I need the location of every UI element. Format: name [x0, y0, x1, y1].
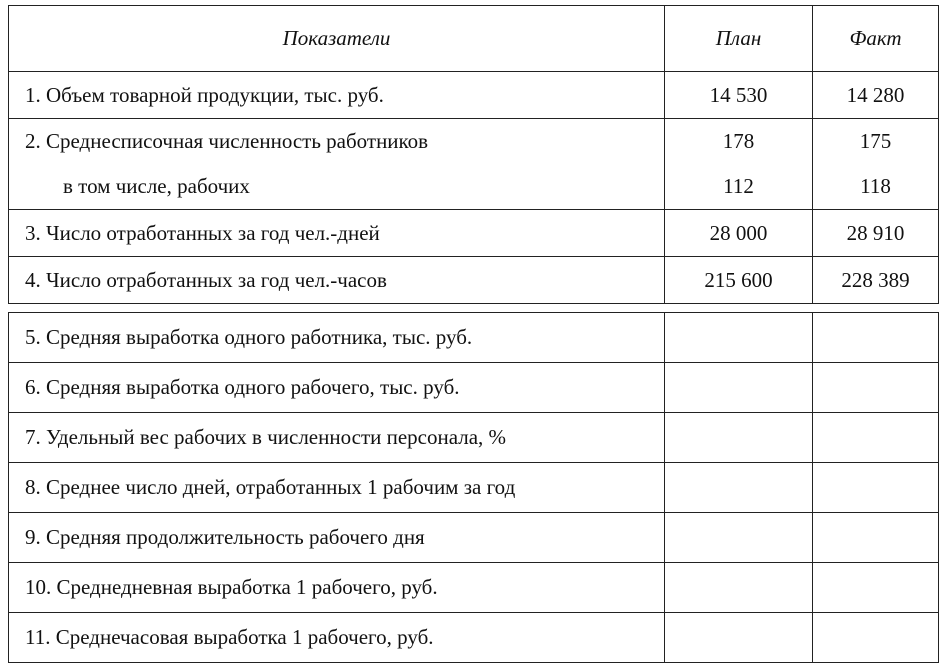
table-row	[9, 563, 939, 613]
table-row	[9, 119, 939, 210]
row-label: 9. Средняя продолжительность рабочего дня	[9, 513, 665, 563]
header-plan: План	[665, 6, 813, 72]
fact-value: 228 389	[813, 257, 939, 304]
fact-empty-cell	[813, 313, 939, 363]
table-row	[9, 463, 939, 513]
header-fact: Факт	[813, 6, 939, 72]
fact-value: 14 280	[813, 72, 939, 119]
table-row	[9, 72, 939, 119]
table-row	[9, 363, 939, 413]
plan-empty-cell	[665, 363, 813, 413]
fact-cell	[813, 119, 939, 210]
plan-empty-cell	[665, 463, 813, 513]
plan-value: 178	[722, 129, 755, 153]
fact-empty-cell	[813, 413, 939, 463]
row-label: 11. Среднечасовая выработка 1 рабочего, руб.	[9, 613, 665, 663]
row-label: 4. Число отработанных за год чел.-часов	[9, 257, 665, 304]
table-row	[9, 257, 939, 304]
row-sub-label: в том числе, рабочих	[63, 174, 250, 198]
fact-value: 28 910	[813, 210, 939, 257]
table-row	[9, 210, 939, 257]
plan-value: 215 600	[665, 257, 813, 304]
plan-empty-cell	[665, 413, 813, 463]
row-label: 3. Число отработанных за год чел.-дней	[9, 210, 665, 257]
plan-value: 14 530	[665, 72, 813, 119]
plan-value: 28 000	[665, 210, 813, 257]
row-label: 10. Среднедневная выработка 1 рабочего, руб.	[9, 563, 665, 613]
row-label: 5. Средняя выработка одного работника, тыс. руб.	[9, 313, 665, 363]
fact-empty-cell	[813, 613, 939, 663]
row-label: 6. Средняя выработка одного рабочего, тыс. руб.	[9, 363, 665, 413]
row-label: 1. Объем товарной продукции, тыс. руб.	[9, 72, 665, 119]
fact-empty-cell	[813, 463, 939, 513]
fact-sub-value: 118	[860, 174, 891, 198]
row-label: 2. Среднесписочная численность работников	[25, 129, 429, 153]
table-row	[9, 313, 939, 363]
fact-empty-cell	[813, 513, 939, 563]
table-row	[9, 513, 939, 563]
source-data-table	[8, 5, 939, 304]
header-row	[9, 6, 939, 72]
plan-empty-cell	[665, 313, 813, 363]
fact-empty-cell	[813, 563, 939, 613]
computed-indicators-table	[8, 312, 939, 663]
row-label-cell	[9, 119, 665, 210]
row-label: 8. Среднее число дней, отработанных 1 рабочим за год	[9, 463, 665, 513]
row-label: 7. Удельный вес рабочих в численности персонала, %	[9, 413, 665, 463]
plan-cell	[665, 119, 813, 210]
table-row	[9, 613, 939, 663]
plan-sub-value: 112	[723, 174, 754, 198]
plan-empty-cell	[665, 513, 813, 563]
header-indicators: Показатели	[9, 6, 665, 72]
plan-empty-cell	[665, 563, 813, 613]
plan-empty-cell	[665, 613, 813, 663]
table-row	[9, 413, 939, 463]
fact-empty-cell	[813, 363, 939, 413]
fact-value: 175	[859, 129, 892, 153]
